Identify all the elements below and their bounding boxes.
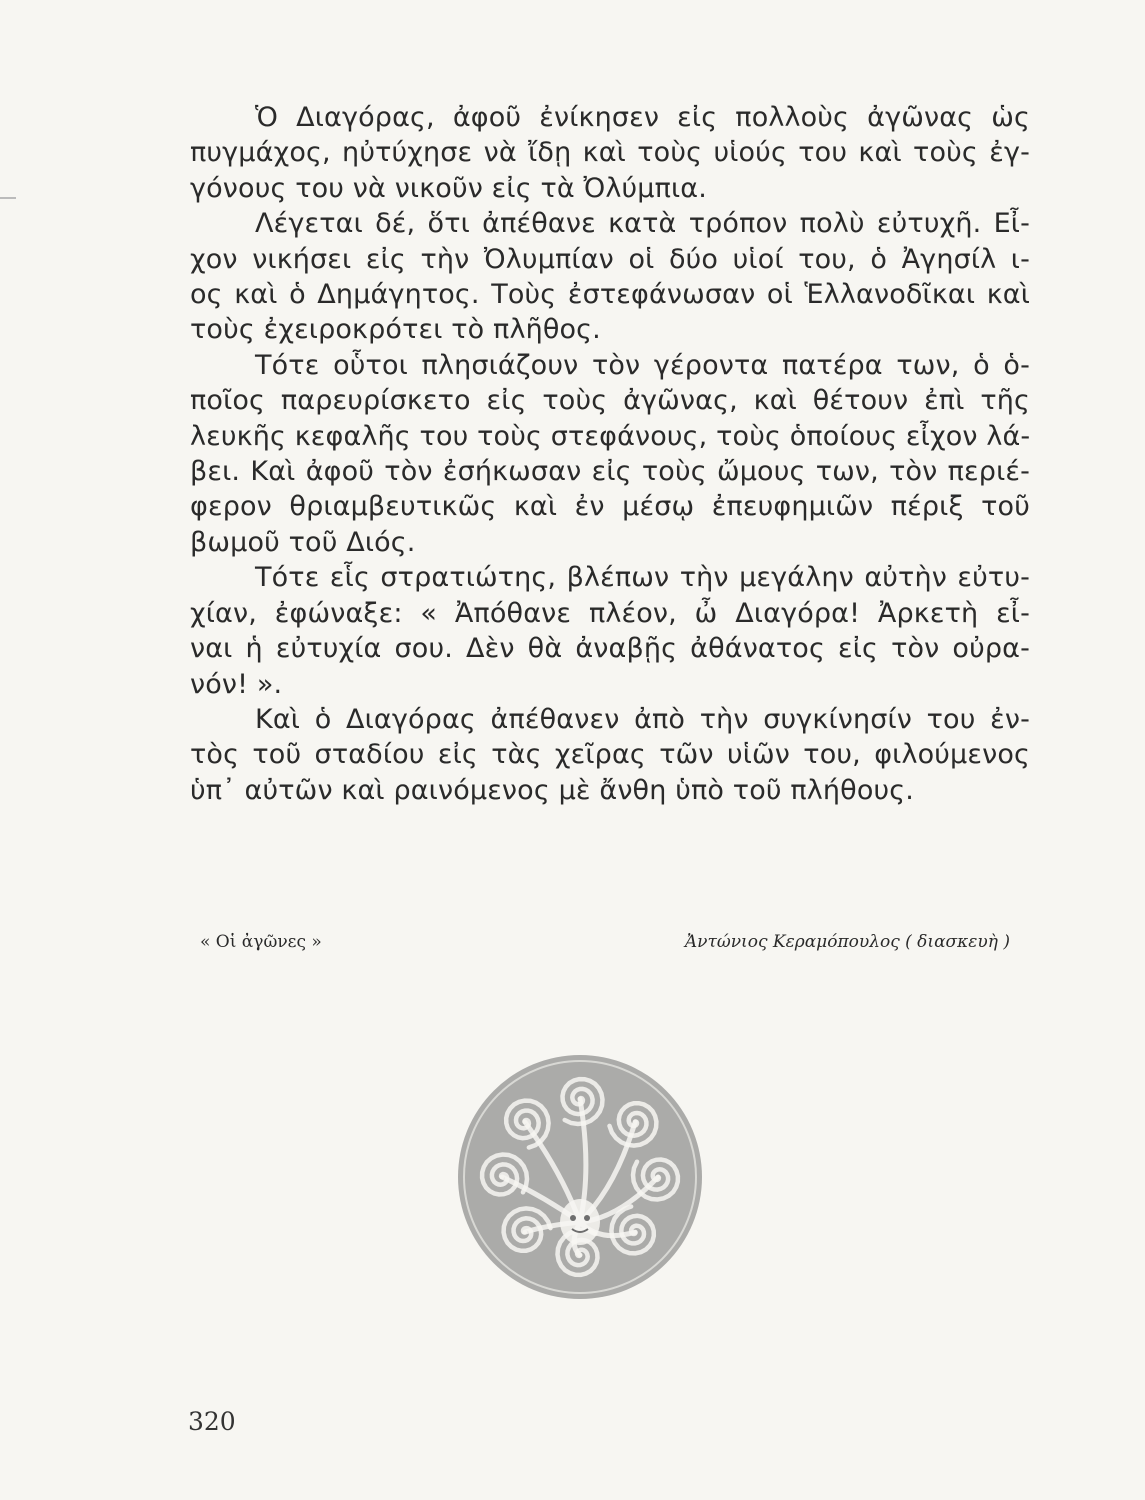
author-credit: Ἀντώνιος Κεραμόπουλος ( διασκευὴ ) [684,932,1010,952]
citation [190,932,1010,962]
text-line: νόν! ». [190,668,283,700]
text-line: γόνους του νὰ νικοῦν εἰς τὰ Ὀλύμπια. [190,172,707,204]
text-line: ποῖος παρευρίσκετο εἰς τοὺς ἀγῶνας, καὶ θέτουν ἐπὶ τῆς [190,385,1030,417]
text-line: λευκῆς κεφαλῆς του τοὺς στεφάνους, τοὺς ὁποίους εἶχον λά- [190,420,1031,452]
text-line: τοὺς ἐχειροκρότει τὸ πλῆθος. [190,314,601,346]
page-number: 320 [188,1407,236,1436]
text-line: τὸς τοῦ σταδίου εἰς τὰς χεῖρας τῶν υἱῶν του, φιλούμενος [190,739,1030,771]
text-line: χίαν, ἐφώναξε: « Ἀπόθανε πλέον, ὦ Διαγόρα! Ἀρκετὴ εἶ- [190,597,1030,629]
text-line: φερον θριαμβευτικῶς καὶ ἐν μέσῳ ἐπευφημιῶν πέριξ τοῦ [190,491,1030,523]
text-line: Ὁ Διαγόρας, ἀφοῦ ἐνίκησεν εἰς πολλοὺς ἀγῶνας ὡς [255,102,1030,133]
spiral-octopus-disc-icon [455,1052,705,1302]
text-line: Λέγεται δέ, ὅτι ἀπέθανε κατὰ τρόπον πολὺ εὐτυχῆ. Εἶ- [255,208,1030,240]
margin-mark [0,197,16,199]
text-line: Τότε οὗτοι πλησιάζουν τὸν γέροντα πατέρα των, ὁ ὁ- [255,349,1030,381]
source-title: « Οἱ ἀγῶνες » [200,932,322,952]
text-line: Τότε εἷς στρατιώτης, βλέπων τὴν μεγάλην αὐτὴν εὐτυ- [255,562,1030,594]
text-line: βωμοῦ τοῦ Διός. [190,526,416,558]
text-line: χον νικήσει εἰς τὴν Ὀλυμπίαν οἱ δύο υἱοί του, ὁ Ἀγησίλ ι- [190,243,1030,275]
text-line: Καὶ ὁ Διαγόρας ἀπέθανεν ἀπὸ τὴν συγκίνησίν του ἐν- [255,703,1030,735]
text-line: βει. Καὶ ἀφοῦ τὸν ἐσήκωσαν εἰς τοὺς ὤμους των, τὸν περιέ- [190,456,1030,488]
text-line: ος καὶ ὁ Δημάγητος. Τοὺς ἐστεφάνωσαν οἱ Ἑλλανοδῖκαι καὶ [190,279,1030,311]
story-text [190,100,1030,808]
text-line: πυγμάχος, ηὐτύχησε νὰ ἴδῃ καὶ τοὺς υἱούς του καὶ τοὺς ἐγ- [190,137,1030,169]
text-line: ὑπ᾿ αὐτῶν καὶ ραινόμενος μὲ ἄνθη ὑπὸ τοῦ πλήθους. [190,774,915,806]
text-line: ναι ἡ εὐτυχία σου. Δὲν θὰ ἀναβῇς ἀθάνατος εἰς τὸν οὐρα- [190,633,1030,665]
